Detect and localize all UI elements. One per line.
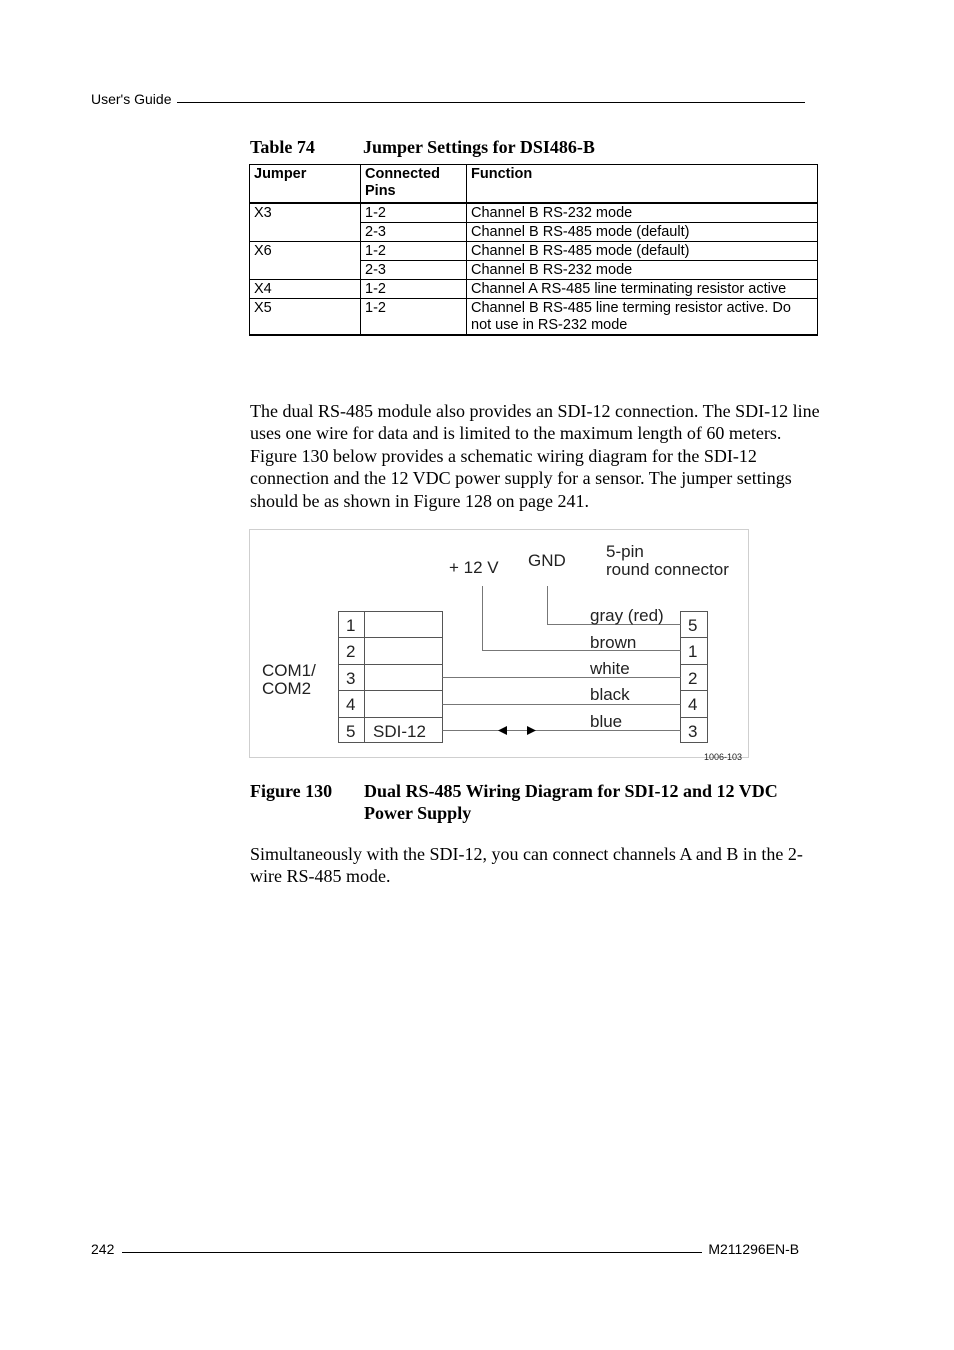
figure-title: Dual RS-485 Wiring Diagram for SDI-12 and 12 VDC Power Supply — [364, 781, 778, 824]
body-paragraph-channels: Simultaneously with the SDI-12, you can connect channels A and B in the 2-wire RS-485 mode. — [250, 844, 803, 887]
label-connector-line2: round connector — [606, 560, 729, 579]
header-title: User's Guide — [91, 91, 172, 107]
wire-label: blue — [590, 712, 623, 731]
table-caption — [250, 137, 595, 158]
header-rule — [177, 102, 805, 103]
column-header-jumper: Jumper — [250, 165, 361, 204]
left-pin-number: 5 — [346, 722, 356, 741]
cell-function: Channel B RS-485 mode (default) — [467, 242, 818, 261]
left-pin-number: 3 — [346, 669, 356, 688]
wire-label: brown — [590, 633, 637, 652]
figure-code: 1006-103 — [704, 752, 743, 760]
right-pin-number: 1 — [688, 642, 698, 661]
cell-function: Channel A RS-485 line terminating resistor active — [467, 280, 818, 299]
table-title: Jumper Settings for DSI486-B — [363, 137, 595, 157]
wire-label: black — [590, 685, 630, 704]
table-row — [250, 203, 818, 223]
column-header-function: Function — [467, 165, 818, 204]
page-number: 242 — [91, 1241, 115, 1257]
label-com-line1: COM1/ — [262, 661, 316, 680]
jumper-table — [249, 164, 818, 336]
label-sdi12: SDI-12 — [373, 722, 426, 741]
label-com-line2: COM2 — [262, 679, 312, 698]
label-connector-line1: 5-pin — [606, 542, 644, 561]
cell-function: Channel B RS-232 mode — [467, 261, 818, 280]
table-row — [250, 280, 818, 299]
figure-number: Figure 130 — [250, 781, 333, 801]
left-pin-number: 1 — [346, 616, 356, 635]
wiring-diagram — [249, 528, 750, 760]
cell-pins: 2-3 — [361, 223, 467, 242]
table-header-row — [250, 165, 818, 204]
label-gnd: GND — [528, 551, 566, 570]
right-pin-number: 4 — [688, 695, 698, 714]
cell-function: Channel B RS-485 mode (default) — [467, 223, 818, 242]
right-pin-number: 2 — [688, 669, 698, 688]
page-footer — [91, 1241, 818, 1257]
footer-rule — [122, 1252, 702, 1253]
cell-jumper: X5 — [250, 299, 361, 336]
cell-pins: 1-2 — [361, 242, 467, 261]
wire-label: white — [590, 659, 630, 678]
label-12v: + 12 V — [449, 558, 499, 577]
cell-pins: 1-2 — [361, 280, 467, 299]
page-header — [91, 91, 815, 107]
cell-jumper: X6 — [250, 242, 361, 280]
cell-function: Channel B RS-485 line terming resistor active. Do not use in RS-232 mode — [467, 299, 818, 336]
cell-pins: 1-2 — [361, 299, 467, 336]
right-pin-number: 3 — [688, 722, 698, 741]
table-number: Table 74 — [250, 137, 315, 157]
column-header-pins: Connected Pins — [361, 165, 467, 204]
cell-jumper: X3 — [250, 203, 361, 242]
left-pin-number: 2 — [346, 642, 356, 661]
left-pin-number: 4 — [346, 695, 356, 714]
cell-function: Channel B RS-232 mode — [467, 203, 818, 223]
table-row — [250, 242, 818, 261]
right-pin-number: 5 — [688, 616, 698, 635]
document-code: M211296EN-B — [708, 1241, 800, 1257]
wire-label: gray (red) — [590, 606, 664, 625]
cell-pins: 2-3 — [361, 261, 467, 280]
table-row — [250, 299, 818, 336]
cell-jumper: X4 — [250, 280, 361, 299]
body-paragraph-sdi12: The dual RS-485 module also provides an SDI-12 connection. The SDI-12 line uses one wire for data and is limited to the maximum length of 60 meters. Figure 130 below provides a schematic wiring diagram for the SDI-12 connection and the 12 VDC power supply for a sensor. The jumper settings should be as shown in Figure 128 on page 241. — [250, 401, 820, 511]
cell-pins: 1-2 — [361, 203, 467, 223]
